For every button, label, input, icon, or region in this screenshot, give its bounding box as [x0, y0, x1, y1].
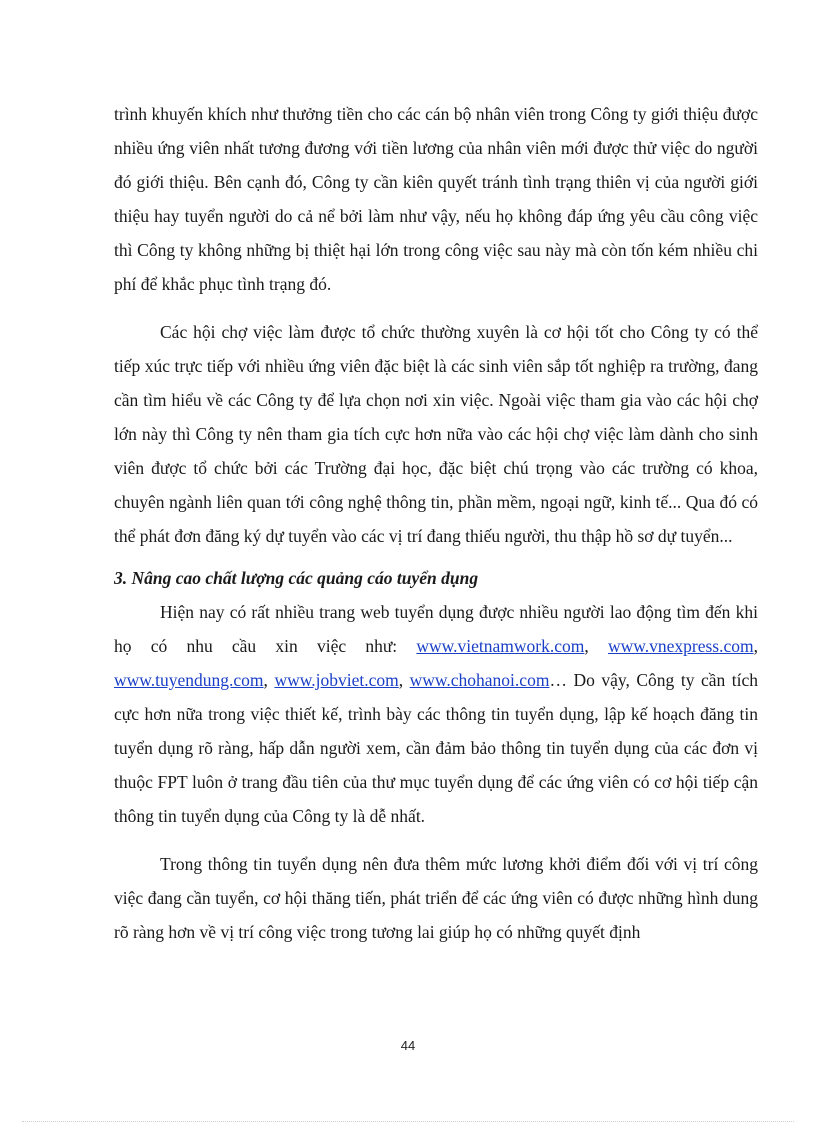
- link-separator: ,: [263, 670, 275, 690]
- link-vnexpress[interactable]: www.vnexpress.com: [607, 636, 754, 656]
- paragraph-job-fairs: Các hội chợ việc làm được tổ chức thường xuyên là cơ hội tốt cho Công ty có thể tiếp xúc trực tiếp với nhiều ứng viên đặc biệt là các sinh viên sắp tốt nghiệp ra trường, đang cần tìm hiểu về các Công ty để lựa chọn nơi xin việc. Ngoài việc tham gia vào các hội chợ lớn này thì Công ty nên tham gia tích cực hơn nữa vào các hội chợ việc làm dành cho sinh viên được tổ chức bởi các Trường đại học, đặc biệt chú trọng vào các trường có khoa, chuyên ngành liên quan tới công nghệ thông tin, phần mềm, ngoại ngữ, kinh tế... Qua đó có thể phát đơn đăng ký dự tuyển vào các vị trí đang thiếu người, thu thập hồ sơ dự tuyển...: [114, 322, 758, 546]
- body-text: [114, 97, 758, 949]
- link-vietnamwork[interactable]: www.vietnamwork.com: [416, 636, 585, 656]
- paragraph-salary-info: Trong thông tin tuyển dụng nên đưa thêm mức lương khởi điểm đối với vị trí công việc đang cần tuyển, cơ hội thăng tiến, phát triển để các ứng viên có được những hình dung rõ ràng hơn về vị trí công việc trong tương lai giúp họ có những quyết định: [114, 854, 758, 942]
- link-jobviet[interactable]: www.jobviet.com: [274, 670, 399, 690]
- link-chohanoi[interactable]: www.chohanoi.com: [409, 670, 550, 690]
- paragraph-recruitment-ads: [114, 595, 758, 833]
- page-bottom-divider: [22, 1121, 794, 1122]
- link-separator: ,: [584, 636, 608, 656]
- page-number: 44: [400, 1038, 416, 1053]
- paragraph-intro-text: Hiện nay có rất nhiều trang web tuyển dụng được nhiều người lao động tìm đến khi họ có nhu cầu xin việc như:: [114, 602, 758, 656]
- link-separator: ,: [398, 670, 410, 690]
- paragraph-incentive-referral: trình khuyến khích như thưởng tiền cho các cán bộ nhân viên trong Công ty giới thiệu được nhiều ứng viên nhất tương đương với tiền lương của nhân viên mới được thử việc do người đó giới thiệu. Bên cạnh đó, Công ty cần kiên quyết tránh tình trạng thiên vị của người giới thiệu hay tuyển người do cả nể bởi làm như vậy, nếu họ không đáp ứng yêu cầu công việc thì Công ty không những bị thiệt hại lớn trong công việc sau này mà còn tốn kém nhiều chi phí để khắc phục tình trạng đó.: [114, 104, 758, 294]
- link-tuyendung[interactable]: www.tuyendung.com: [114, 670, 264, 690]
- section-heading: 3. Nâng cao chất lượng các quảng cáo tuyển dụng: [114, 568, 479, 588]
- paragraph-rest-text: … Do vậy, Công ty cần tích cực hơn nữa trong việc thiết kế, trình bày các thông tin tuyển dụng, lập kế hoạch đăng tin tuyển dụng rõ ràng, hấp dẫn người xem, cần đảm bảo thông tin tuyển dụng của các đơn vị thuộc FPT luôn ở trang đầu tiên của thư mục tuyển dụng để các ứng viên có cơ hội tiếp cận thông tin tuyển dụng của Công ty là dễ nhất.: [114, 670, 759, 826]
- link-separator: ,: [753, 636, 758, 656]
